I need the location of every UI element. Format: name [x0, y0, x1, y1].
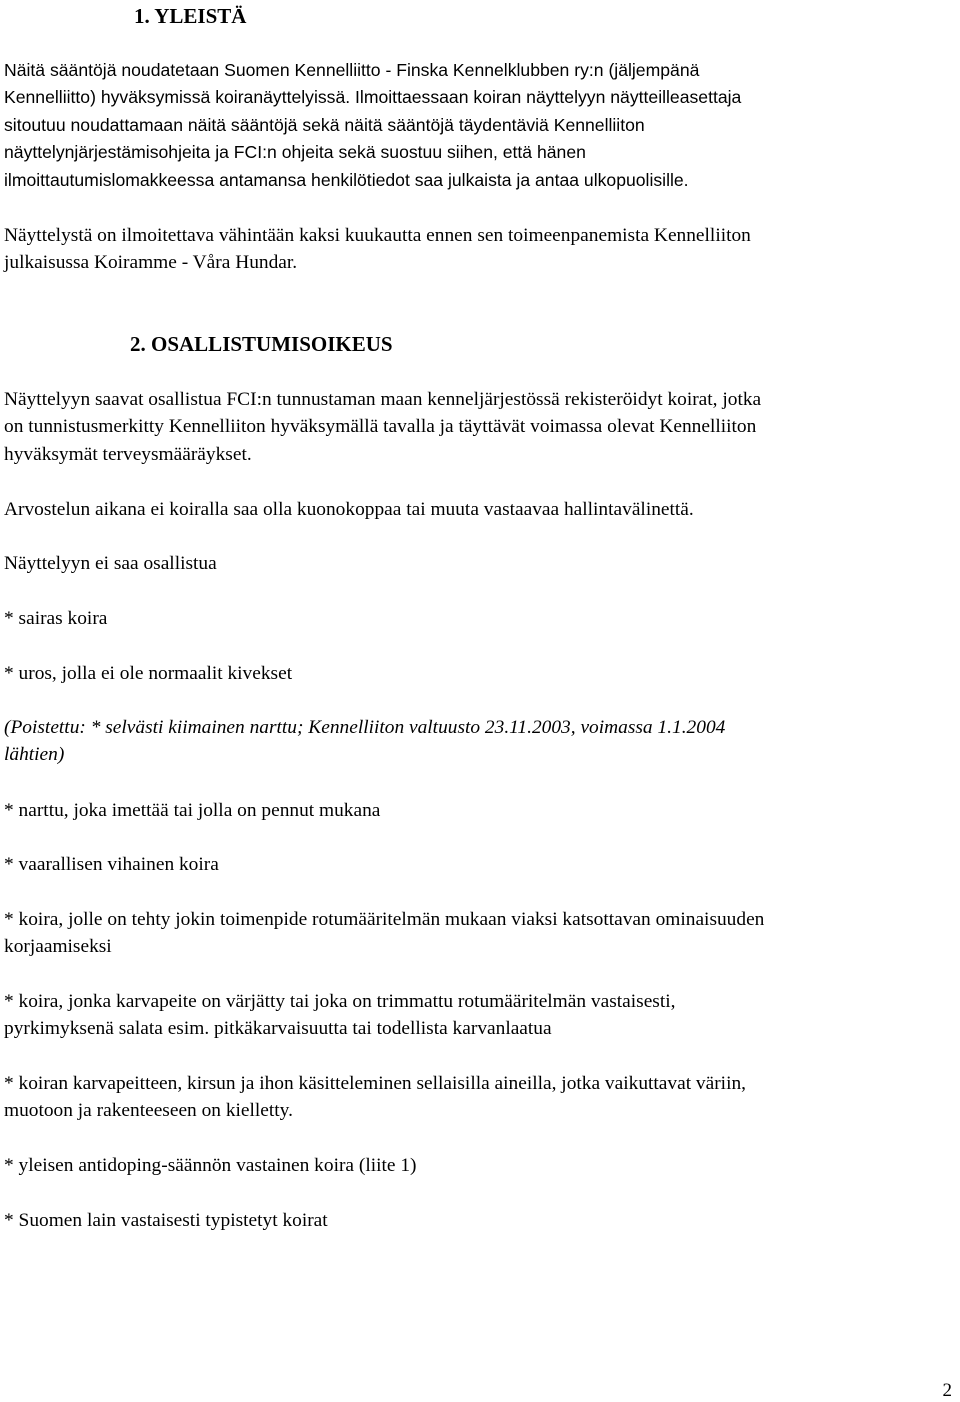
- paragraph-exclusions-intro: Näyttelyyn ei saa osallistua: [4, 553, 217, 574]
- list-item-docked-dogs: * Suomen lain vastaisesti typistetyt koirat: [4, 1210, 328, 1231]
- paragraph-show-announcement: [4, 222, 751, 277]
- text-line: * koira, jonka karvapeite on värjätty tai joka on trimmattu rotumääritelmän vastaisesti,: [4, 991, 676, 1012]
- text-line: Näyttelyyn saavat osallistua FCI:n tunnustaman maan kenneljärjestössä rekisteröidyt koirat, jotka: [4, 389, 762, 410]
- page-number: 2: [942, 1380, 952, 1401]
- paragraph-muzzle-rule: Arvostelun aikana ei koiralla saa olla kuonokoppaa tai muuta vastaavaa hallintavälinettä.: [4, 499, 694, 520]
- text-line: (Poistettu: * selvästi kiimainen narttu; Kennelliiton valtuusto 23.11.2003, voimassa 1.1.2004: [4, 717, 726, 738]
- list-item-nursing-bitch: * narttu, joka imettää tai jolla on pennut mukana: [4, 800, 381, 821]
- deleted-rule-note: [4, 714, 725, 769]
- text-line: ilmoittautumislomakkeessa antamansa henkilötiedot saa julkaista ja antaa ulkopuolisille.: [4, 169, 689, 190]
- section-heading-yleista: 1. YLEISTÄ: [134, 4, 247, 28]
- text-line: Kennelliitto) hyväksymissä koiranäyttelyissä. Ilmoittaessaan koiran näyttelyyn näytteilleasettaja: [4, 87, 742, 108]
- paragraph-eligibility: [4, 386, 761, 468]
- list-item-doping: * yleisen antidoping-säännön vastainen koira (liite 1): [4, 1155, 417, 1176]
- list-item-sick-dog: * sairas koira: [4, 608, 108, 629]
- list-item-corrective-procedure: [4, 906, 764, 961]
- text-line: * koiran karvapeitteen, kirsun ja ihon käsitteleminen sellaisilla aineilla, jotka vaikuttavat väriin,: [4, 1073, 747, 1094]
- text-line: * koira, jolle on tehty jokin toimenpide rotumääritelmän mukaan viaksi katsottavan ominaisuuden: [4, 909, 765, 930]
- list-item-aggressive-dog: * vaarallisen vihainen koira: [4, 854, 219, 875]
- list-item-male-testicles: * uros, jolla ei ole normaalit kivekset: [4, 663, 293, 684]
- text-line: Näitä sääntöjä noudatetaan Suomen Kennelliitto - Finska Kennelklubben ry:n (jäljempänä: [4, 60, 700, 80]
- text-line: lähtien): [4, 744, 65, 766]
- list-item-dyed-coat: [4, 988, 675, 1043]
- text-line: näyttelynjärjestämisohjeita ja FCI:n ohjeita sekä suostuu siihen, että hänen: [4, 142, 586, 163]
- text-line: pyrkimyksenä salata esim. pitkäkarvaisuutta tai todellista karvanlaatua: [4, 1018, 552, 1040]
- list-item-coat-treatment: [4, 1070, 746, 1125]
- text-line: sitoutuu noudattamaan näitä sääntöjä sekä näitä sääntöjä täydentäviä Kennelliiton: [4, 114, 645, 135]
- text-line: julkaisussa Koiramme - Våra Hundar.: [4, 252, 298, 274]
- text-line: hyväksymät terveysmääräykset.: [4, 443, 252, 465]
- text-line: on tunnistusmerkitty Kennelliiton hyväksymällä tavalla ja täyttävät voimassa olevat Kennelliiton: [4, 416, 757, 438]
- paragraph-rules-scope: [4, 57, 741, 194]
- text-line: Näyttelystä on ilmoitettava vähintään kaksi kuukautta ennen sen toimeenpanemista Kennelliiton: [4, 225, 751, 246]
- section-heading-osallistumisoikeus: 2. OSALLISTUMISOIKEUS: [130, 332, 393, 356]
- text-line: muotoon ja rakenteeseen on kielletty.: [4, 1100, 293, 1122]
- text-line: korjaamiseksi: [4, 936, 112, 958]
